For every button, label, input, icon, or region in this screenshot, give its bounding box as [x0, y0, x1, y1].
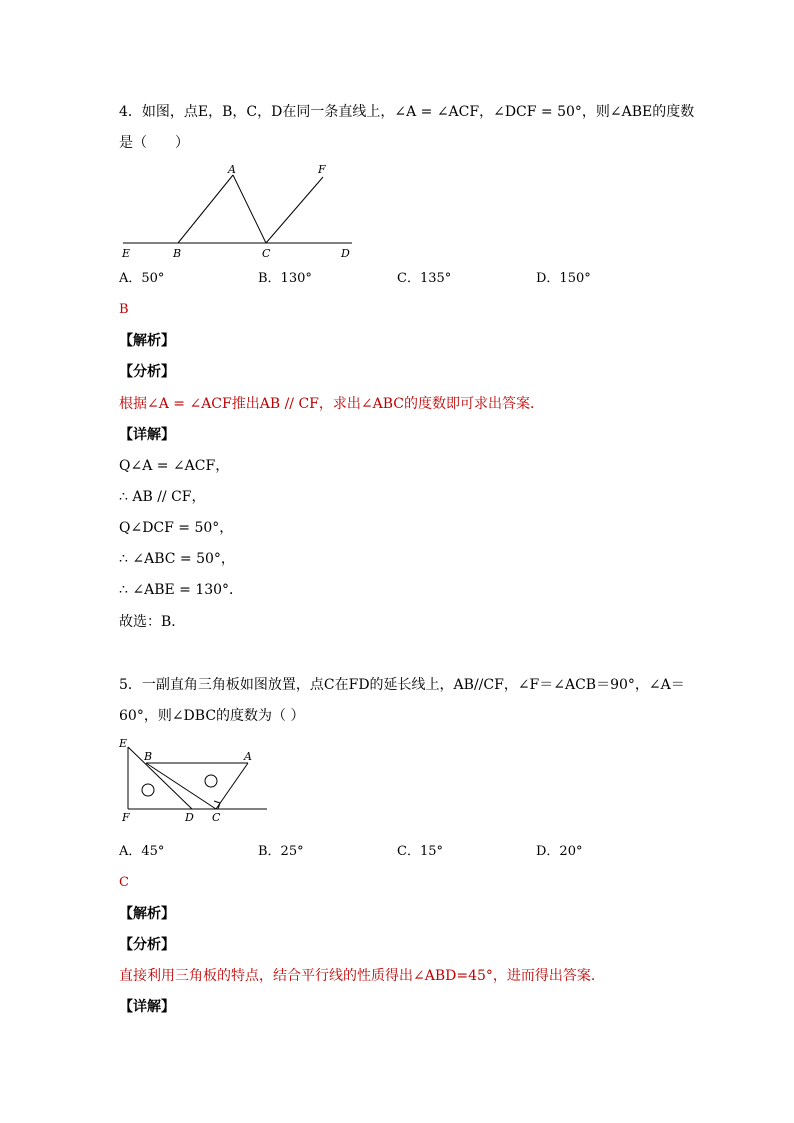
- q5-answer: C: [119, 875, 129, 890]
- q4-label-e: E: [122, 247, 131, 260]
- q5-label-f: F: [122, 811, 130, 824]
- q4-option-a[interactable]: A．50°: [119, 271, 165, 286]
- q4-step-1: Q∠A = ∠ACF，: [119, 458, 230, 474]
- q4-label-b: B: [173, 247, 182, 260]
- q4-stem-line1: 4．如图，点E，B，C，D在同一条直线上，∠A = ∠ACF，∠DCF = 50°，则∠ABE的度数: [119, 104, 695, 120]
- q5-label-a: A: [244, 750, 252, 763]
- q5-label-c: C: [212, 811, 221, 824]
- q4-option-c[interactable]: C．135°: [397, 271, 452, 286]
- q4-analysis: 根据∠A = ∠ACF推出AB // CF，求出∠ABC的度数即可求出答案．: [119, 396, 544, 412]
- q4-label-d: D: [341, 247, 350, 260]
- q5-segment-bc: [146, 763, 216, 809]
- q5-hole-right: [205, 775, 217, 787]
- q4-step-3: Q∠DCF = 50°，: [119, 520, 234, 536]
- q5-option-d[interactable]: D．20°: [536, 844, 583, 859]
- q4-stem-line2: 是（ ）: [119, 135, 189, 151]
- q5-xiangjie-heading: 【详解】: [119, 999, 175, 1015]
- q5-stem-line2: 60°，则∠DBC的度数为（ ）: [119, 708, 305, 724]
- q5-label-b: B: [144, 750, 153, 763]
- q5-option-b[interactable]: B．25°: [258, 844, 304, 859]
- q4-option-d[interactable]: D．150°: [536, 271, 591, 286]
- q4-figure: [115, 160, 365, 265]
- q5-figure: [115, 735, 275, 830]
- q4-segment-ba: [178, 175, 233, 243]
- q4-label-a: A: [228, 163, 236, 176]
- q4-answer: B: [119, 302, 129, 317]
- q5-analysis: 直接利用三角板的特点，结合平行线的性质得出∠ABD=45°，进而得出答案.: [119, 968, 596, 984]
- q4-step-5: ∴ ∠ABE = 130°．: [119, 582, 244, 598]
- q5-label-d: D: [185, 811, 194, 824]
- q4-step-2: ∴ AB // CF，: [119, 489, 206, 505]
- q5-jiexi-heading: 【解析】: [119, 906, 175, 922]
- q4-option-b[interactable]: B．130°: [258, 271, 312, 286]
- q5-hole-left: [142, 784, 154, 796]
- q5-segment-ac: [216, 763, 248, 809]
- q4-step-4: ∴ ∠ABC = 50°，: [119, 551, 235, 567]
- q4-segment-cf: [266, 177, 323, 243]
- q5-fenxi-heading: 【分析】: [119, 937, 175, 953]
- q4-jiexi-heading: 【解析】: [119, 333, 175, 349]
- q4-fenxi-heading: 【分析】: [119, 364, 175, 380]
- q4-conclusion: 故选：B．: [119, 614, 186, 630]
- q4-label-f: F: [318, 163, 326, 176]
- q5-stem-line1: 5．一副直角三角板如图放置，点C在FD的延长线上，AB//CF，∠F＝∠ACB＝90°，∠A＝: [119, 677, 685, 693]
- q4-segment-ac: [233, 175, 266, 243]
- q5-option-a[interactable]: A．45°: [119, 844, 165, 859]
- q4-label-c: C: [262, 247, 271, 260]
- q5-segment-ed: [128, 747, 192, 809]
- q5-option-c[interactable]: C．15°: [397, 844, 443, 859]
- q4-xiangjie-heading: 【详解】: [119, 427, 175, 443]
- q5-label-e: E: [119, 737, 128, 750]
